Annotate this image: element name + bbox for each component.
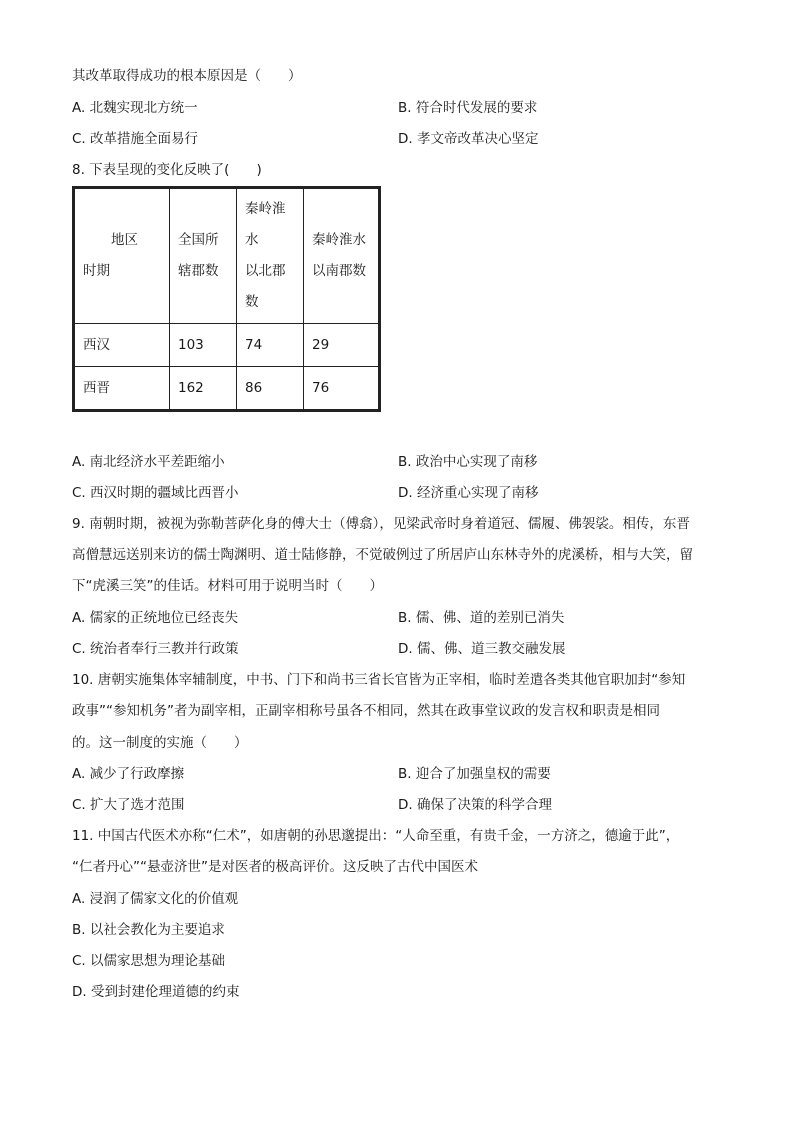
q9-stem-line1: 9. 南朝时期，被视为弥勒菩萨化身的傅大士（傅翕），见梁武帝时身着道冠、儒履、佛袈裟。相传，东晋	[72, 516, 690, 532]
q10-option-d[interactable]: D. 确保了决策的科学合理	[398, 797, 552, 813]
q8-option-b[interactable]: B. 政治中心实现了南移	[398, 454, 538, 470]
q10-option-a[interactable]: A. 减少了行政摩擦	[72, 766, 185, 782]
table-cell-period: 西晋	[74, 367, 170, 411]
q11-stem-line2: “仁者丹心”“悬壶济世”是对医者的极高评价。这反映了古代中国医术	[72, 859, 478, 875]
header-national-line1: 全国所	[178, 232, 219, 248]
q7-option-b[interactable]: B. 符合时代发展的要求	[398, 100, 538, 116]
table-cell-north: 86	[237, 367, 304, 411]
header-north-line2: 水	[245, 232, 259, 248]
table-cell-south: 29	[304, 324, 380, 367]
table-row	[74, 367, 380, 411]
header-north-line4: 数	[245, 294, 259, 310]
q11-option-b[interactable]: B. 以社会教化为主要追求	[72, 922, 225, 938]
q10-option-c[interactable]: C. 扩大了选才范围	[72, 797, 185, 813]
header-north-line1: 秦岭淮	[245, 201, 286, 217]
header-south-line2: 以南郡数	[312, 263, 366, 279]
q8-option-d[interactable]: D. 经济重心实现了南移	[398, 485, 539, 501]
table-cell-period: 西汉	[74, 324, 170, 367]
table-cell-north: 74	[237, 324, 304, 367]
header-area: 地区	[111, 232, 138, 248]
q9-option-a[interactable]: A. 儒家的正统地位已经丧失	[72, 610, 239, 626]
q9-option-d[interactable]: D. 儒、佛、道三教交融发展	[398, 641, 566, 657]
q10-stem-line1: 10. 唐朝实施集体宰辅制度，中书、门下和尚书三省长官皆为正宰相，临时差遣各类其他官职加封“参知	[72, 672, 686, 688]
q11-option-c[interactable]: C. 以儒家思想为理论基础	[72, 953, 226, 969]
header-south-line1: 秦岭淮水	[312, 232, 366, 248]
table-cell-south: 76	[304, 367, 380, 411]
q7-option-a[interactable]: A. 北魏实现北方统一	[72, 100, 198, 116]
q8-option-a[interactable]: A. 南北经济水平差距缩小	[72, 454, 225, 470]
q7-option-c[interactable]: C. 改革措施全面易行	[72, 131, 199, 147]
q11-option-a[interactable]: A. 浸润了儒家文化的价值观	[72, 891, 239, 907]
q9-stem-line3: 下“虎溪三笑”的佳话。材料可用于说明当时（ ）	[72, 578, 383, 594]
q8-table	[72, 186, 381, 412]
q8-option-c[interactable]: C. 西汉时期的疆域比西晋小	[72, 485, 239, 501]
q10-option-b[interactable]: B. 迎合了加强皇权的需要	[398, 766, 551, 782]
q11-option-d[interactable]: D. 受到封建伦理道德的约束	[72, 984, 240, 1000]
q11-stem-line1: 11. 中国古代医术亦称“仁术”，如唐朝的孙思邈提出：“人命至重，有贵千金，一方济之，德逾于此”，	[72, 828, 680, 844]
table-cell-national: 103	[170, 324, 237, 367]
header-north-line3: 以北郡	[245, 263, 286, 279]
q7-option-d[interactable]: D. 孝文帝改革决心坚定	[398, 131, 539, 147]
q8-stem: 8. 下表呈现的变化反映了( )	[72, 162, 262, 178]
q9-stem-line2: 高僧慧远送别来访的儒士陶渊明、道士陆修静，不觉破例过了所居庐山东林寺外的虎溪桥，相与大笑，留	[72, 547, 693, 563]
table-row	[74, 324, 380, 367]
q7-stem: 其改革取得成功的根本原因是（ ）	[72, 68, 302, 84]
table-cell-national: 162	[170, 367, 237, 411]
q9-option-b[interactable]: B. 儒、佛、道的差别已消失	[398, 610, 565, 626]
header-period: 时期	[83, 263, 110, 279]
table-header-area-period	[74, 188, 170, 324]
header-national-line2: 辖郡数	[178, 263, 219, 279]
q10-stem-line3: 的。这一制度的实施（ ）	[72, 735, 248, 751]
q9-option-c[interactable]: C. 统治者奉行三教并行政策	[72, 641, 239, 657]
table-header-south	[304, 188, 380, 324]
q10-stem-line2: 政事”“参知机务”者为副宰相，正副宰相称号虽各不相同，然其在政事堂议政的发言权和职责是相同	[72, 703, 660, 719]
table-header-north	[237, 188, 304, 324]
table-header-national	[170, 188, 237, 324]
